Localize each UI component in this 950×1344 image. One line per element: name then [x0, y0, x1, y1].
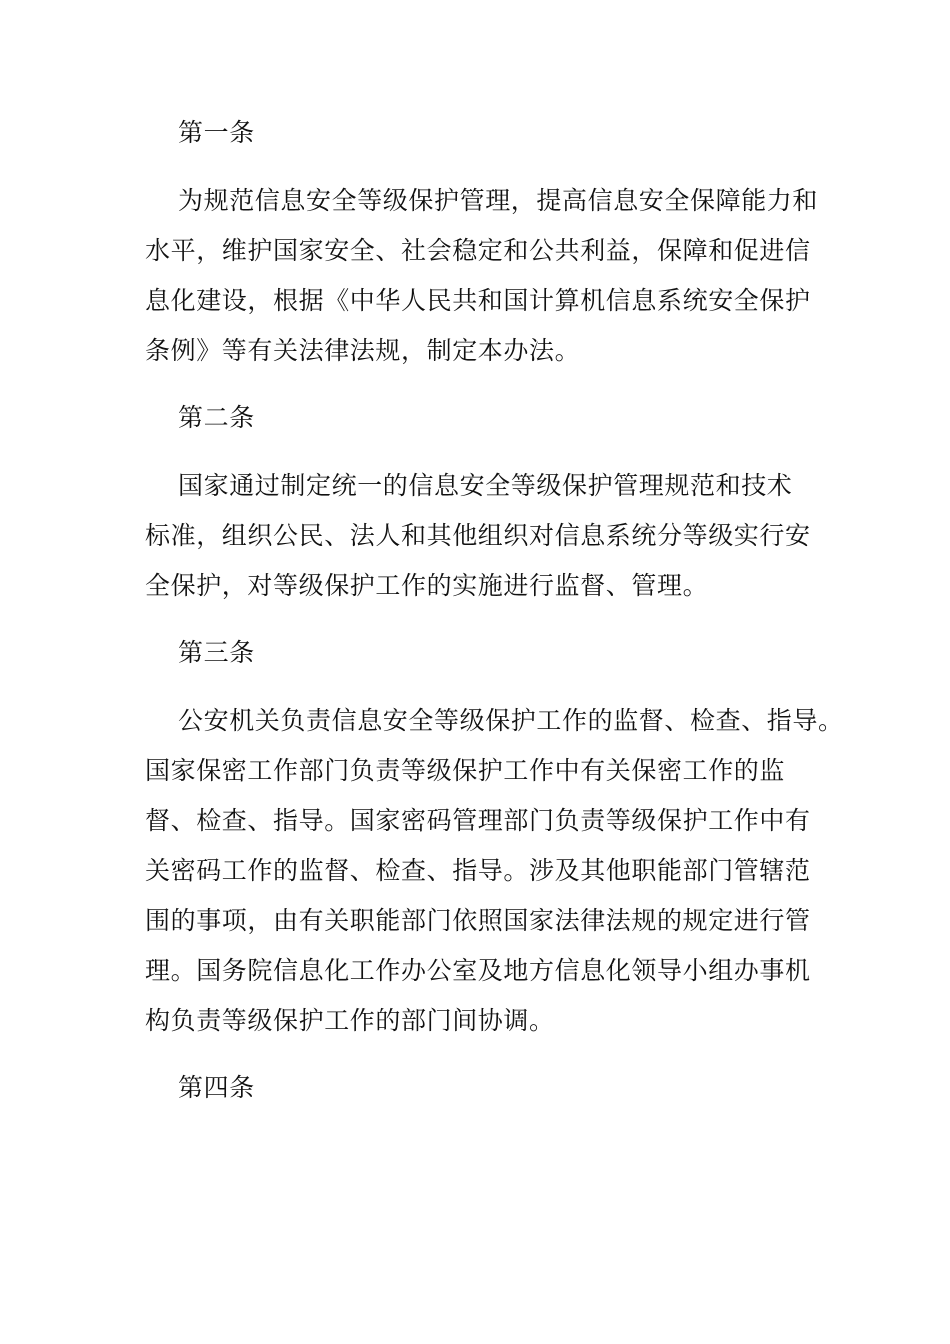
- article-4-heading: 第四条: [178, 1073, 255, 1102]
- article-3-line-7: 构负责等级保护工作的部门间协调。: [145, 1006, 555, 1035]
- article-3-line-4: 关密码工作的监督、检查、指导。涉及其他职能部门管辖范: [145, 856, 811, 885]
- article-1-line-2: 水平，维护国家安全、社会稳定和公共利益，保障和促进信: [145, 236, 811, 265]
- article-1-line-1: 为规范信息安全等级保护管理，提高信息安全保障能力和: [178, 186, 819, 215]
- article-3-line-5: 围的事项，由有关职能部门依照国家法律法规的规定进行管: [145, 906, 811, 935]
- article-3-line-3: 督、检查、指导。国家密码管理部门负责等级保护工作中有: [145, 806, 811, 835]
- article-2-line-3: 全保护，对等级保护工作的实施进行监督、管理。: [145, 571, 709, 600]
- article-3-heading: 第三条: [178, 638, 255, 667]
- article-3-line-1: 公安机关负责信息安全等级保护工作的监督、检查、指导。: [178, 706, 844, 735]
- article-2-heading: 第二条: [178, 403, 255, 432]
- article-1-heading: 第一条: [178, 118, 255, 147]
- article-3-line-2: 国家保密工作部门负责等级保护工作中有关保密工作的监: [145, 756, 786, 785]
- article-1-line-3: 息化建设，根据《中华人民共和国计算机信息系统安全保护: [145, 286, 811, 315]
- article-1-line-4: 条例》等有关法律法规，制定本办法。: [145, 336, 581, 365]
- article-2-line-2: 标准，组织公民、法人和其他组织对信息系统分等级实行安: [145, 521, 811, 550]
- article-2-line-1: 国家通过制定统一的信息安全等级保护管理规范和技术: [178, 471, 793, 500]
- article-3-line-6: 理。国务院信息化工作办公室及地方信息化领导小组办事机: [145, 956, 811, 985]
